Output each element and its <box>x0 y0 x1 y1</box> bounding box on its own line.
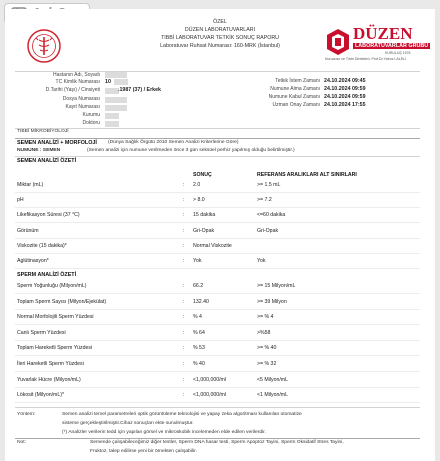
row-label: Lökosit (Milyon/mL)* <box>17 392 64 399</box>
row-label: Görünüm <box>17 227 39 234</box>
row-reference: >= 39 Milyon <box>257 298 287 305</box>
summary-title: SEMEN ANALİZİ ÖZETİ <box>17 158 77 164</box>
result-col-header: SONUÇ <box>193 172 212 178</box>
row-label: Miktar (mL) <box>17 182 44 188</box>
method-line2: sisteme gerçekleştirilmiştir.Cihaz sonuçları ekte sunulmuştur. <box>62 421 194 426</box>
sample-time-value: 24.10.2024 09:59 <box>324 86 366 92</box>
logo-subtitle: LABORATUVARLAR GRUBU <box>355 43 429 49</box>
row-colon: : <box>183 283 185 289</box>
patient-institution-label: Kurumu <box>82 112 100 118</box>
redacted-dob <box>105 88 119 94</box>
row-colon: : <box>183 361 185 367</box>
row-reference: >= 1.5 mL <box>257 182 281 188</box>
row-result: % 4 <box>193 314 202 321</box>
row-reference: Yok <box>257 258 266 264</box>
accept-time-label: Numune Kabul Zamanı <box>268 94 320 100</box>
request-time-label: Tetkik İstem Zamanı <box>275 78 320 84</box>
redacted-record <box>105 105 127 111</box>
row-result: 15 dakika <box>193 212 216 219</box>
row-label: Toplam Sperm Sayısı (Milyon/Ejekülat) <box>17 298 107 305</box>
analysis-title-note: (Dünya Sağlık Örgütü 2010 Semen Analizi Kriterlerine Göre) <box>108 140 239 145</box>
row-result: Gri-Opak <box>193 227 215 234</box>
accept-time-value: 24.10.2024 09:59 <box>324 94 366 100</box>
note-line2: Fruktoz, talep edilirse yeni bir örnekten çalışabilir. <box>90 449 197 454</box>
row-reference: >= 15 Milyon/mL <box>257 283 296 289</box>
row-colon: : <box>183 376 185 383</box>
logo-since: KURULUŞ 1976 <box>385 51 411 55</box>
patient-file-label: Dosya Numarası <box>62 96 100 102</box>
sperm-summary-title: SPERM ANALİZİ ÖZETİ <box>17 272 77 278</box>
patient-tc-label: TC Kimlik Numarası <box>55 79 100 85</box>
row-result: 66.2 <box>193 283 204 289</box>
row-label: Normal Morfolojili Sperm Yüzdesi <box>17 314 94 321</box>
row-colon: : <box>183 227 185 234</box>
row-label: Aglütinasyon* <box>17 258 49 264</box>
row-label: Yuvarlak Hücre (Milyon/mL) <box>17 376 81 383</box>
row-label: Toplam Hareketli Sperm Yüzdesi <box>17 345 93 352</box>
approval-time-label: Uzman Onay Zamanı <box>272 102 320 108</box>
row-result: % 64 <box>193 329 205 336</box>
row-colon: : <box>183 197 185 204</box>
redacted-name <box>105 72 127 78</box>
row-colon: : <box>183 182 185 188</box>
header-line1: ÖZEL <box>213 19 227 25</box>
row-result: <1,000,000/ml <box>193 376 227 383</box>
row-colon: : <box>183 298 185 305</box>
row-label: Viskozite (15 dakika)* <box>17 242 67 249</box>
row-colon: : <box>183 242 185 249</box>
report-page <box>5 9 435 461</box>
row-reference: >= % 32 <box>257 361 277 367</box>
row-result: 2.0 <box>193 182 201 188</box>
sample-label: NUMUNE : SEMEN <box>17 148 61 153</box>
row-label: Canlı Sperm Yüzdesi <box>17 329 66 336</box>
lab-logo <box>325 24 427 66</box>
patient-doctor-label: Doktoru <box>82 120 100 126</box>
row-result: % 40 <box>193 361 205 367</box>
header-line4: Laboratuvar Ruhsat Numarası: 160-MRK (İstanbul) <box>160 43 280 49</box>
header-line3: TIBBİ LABORATUVAR TETKİK SONUÇ RAPORU <box>160 35 280 41</box>
row-reference: <5 Milyon/mL <box>257 376 288 383</box>
row-result: 132.40 <box>193 298 209 305</box>
row-reference: Gri-Opak <box>257 227 279 234</box>
patient-dob-value: .1987 (37) / Erkek <box>118 87 161 93</box>
row-reference: >= 7.2 <box>257 197 272 204</box>
department-label: TIBBİ MİKROBİYOLOJİ <box>17 129 69 134</box>
redacted-institution <box>105 113 119 119</box>
sample-note: (Semen analizi için numune verilmeden önce 3 gün seksüel perhiz yapılmış olduğu belirtilmiştir.) <box>87 148 295 153</box>
patient-tc-value: 10 <box>105 79 111 85</box>
row-result: Yok <box>193 258 202 264</box>
logo-founder: Kurucusu ve Tıbbi Direktörü: Prof.Dr.Yalnız LALELİ <box>325 57 407 61</box>
method-line3: (*) Analizler verilerin tedd için yapılan görsel ve mikroskobik incelemeden elde edilen verilerdir. <box>62 430 266 435</box>
row-colon: : <box>183 392 185 399</box>
row-label: Sperm Yoğunluğu (Milyon/mL) <box>17 283 87 289</box>
note-line1: Semende çalışabileceğimiz diğer testler, Sperm DNA hasar testi, Sperm Apoptoz Tayini, Sperm Oksidatif Stres Tayini, <box>90 440 344 445</box>
method-label: Yöntem: <box>17 412 36 417</box>
sample-time-label: Numune Alma Zamanı <box>270 86 320 92</box>
row-colon: : <box>183 345 185 352</box>
request-time-value: 24.10.2024 09:45 <box>324 78 366 84</box>
row-label: İleri Hareketli Sperm Yüzdesi <box>17 361 84 367</box>
redacted-doctor <box>105 121 119 127</box>
row-reference: <=60 dakika <box>257 212 286 219</box>
method-line1: Semen analizi temel parametreleri optik görüntüleme teknolojisi ve yapay zeka algoritması kullanılan otomatize <box>62 412 302 417</box>
row-result: % 53 <box>193 345 205 352</box>
reference-col-header: REFERANS ARALIKLARI ALT SINIRLARI <box>257 172 357 178</box>
row-label: Likefikasyon Süresi (37 °C) <box>17 212 80 219</box>
row-result: <1,000,000/ml <box>193 392 227 399</box>
row-label: pH <box>17 197 24 204</box>
redacted-tc <box>114 79 128 85</box>
row-reference: >= % 4 <box>257 314 274 321</box>
row-colon: : <box>183 314 185 321</box>
note-label: Not: <box>17 440 26 445</box>
row-reference: <1 Milyon/mL <box>257 392 288 399</box>
row-reference: >= % 40 <box>257 345 277 352</box>
logo-title: DÜZEN <box>353 24 413 43</box>
approval-time-value: 24.10.2024 17:55 <box>324 102 366 108</box>
row-colon: : <box>183 212 185 219</box>
analysis-title: SEMEN ANALİZİ + MORFOLOJİ <box>17 140 97 146</box>
row-reference: >%58 <box>257 329 271 336</box>
patient-record-label: Kayıt Numarası <box>65 104 100 110</box>
patient-dob-label: D.Tarihi (Yaşı) / Cinsiyeti <box>45 87 100 93</box>
header-line2: DÜZEN LABORATUVARLARI <box>184 27 256 33</box>
row-colon: : <box>183 329 185 336</box>
patient-name-label: Hastanın Adı, Soyadı <box>53 72 100 78</box>
redacted-file <box>105 97 127 103</box>
row-result: Normal Viskozite <box>193 242 232 249</box>
row-result: > 8.0 <box>193 197 205 204</box>
row-colon: : <box>183 258 185 264</box>
